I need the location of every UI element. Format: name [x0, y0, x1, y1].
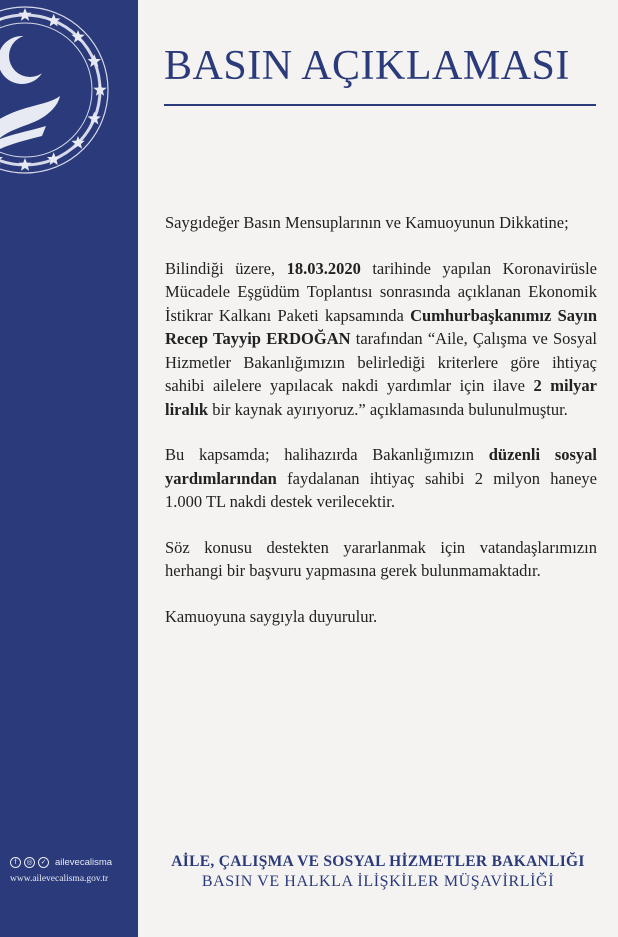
social-row — [10, 857, 112, 868]
department-name: BASIN VE HALKLA İLİŞKİLER MÜŞAVİRLİĞİ — [201, 873, 555, 890]
text-run: Bilindiği üzere, — [165, 258, 287, 278]
bold-text: 2 milyar liralık — [165, 376, 597, 419]
bold-text: Cumhurbaşkanımız Sayın Recep Tayyip ERDOĞAN — [165, 305, 598, 348]
bold-text: 18.03.2020 — [286, 258, 361, 278]
instagram-icon[interactable]: ◎ — [24, 857, 35, 868]
text-run: Bu kapsamda; halihazırda Bakanlığımızın — [165, 445, 489, 464]
footer — [138, 853, 618, 891]
text-run: bir kaynak ayırıyoruz.” açıklamasında bulunulmuştur. — [208, 399, 568, 419]
document-body — [165, 211, 597, 650]
title-underline — [164, 104, 596, 106]
text-run: Kamuoyuna saygıyla duyurulur. — [165, 606, 378, 626]
star-icon — [18, 8, 31, 21]
paragraph — [165, 605, 597, 629]
paragraph — [165, 257, 597, 422]
document-page — [138, 0, 618, 937]
text-run: tarafından “Aile, Çalışma ve Sosyal Hizmetler Bakanlığımızın belirlediği kriterlere göre ihtiyaç sahibi ailelere yapılacak nakdi yardımlar için ilave — [165, 329, 598, 395]
star-icon — [47, 152, 60, 165]
bold-text: düzenli sosyal yardımlarından — [165, 445, 597, 488]
social-footer — [10, 857, 112, 884]
twitter-icon[interactable]: ✓ — [38, 857, 49, 868]
paragraph — [165, 211, 597, 235]
text-run: Söz konusu destekten yararlanmak için vatandaşlarımızın herhangi bir başvuru yapmasına gerek bulunmamaktadır. — [165, 537, 597, 580]
paragraph — [165, 536, 597, 583]
social-handle[interactable]: ailevecalisma — [55, 857, 113, 868]
star-icon — [18, 158, 31, 171]
facebook-icon[interactable]: f — [10, 857, 21, 868]
ministry-logo — [0, 0, 120, 220]
text-run: faydalanan ihtiyaç sahibi 2 milyon haneye 1.000 TL nakdi destek verilecektir. — [165, 468, 597, 511]
website-link[interactable]: www.ailevecalisma.gov.tr — [10, 874, 109, 884]
ministry-name: AİLE, ÇALIŞMA VE SOSYAL HİZMETLER BAKANLIĞI — [171, 853, 585, 870]
page-title: BASIN AÇIKLAMASI — [164, 43, 570, 89]
text-run: Saygıdeğer Basın Mensuplarının ve Kamuoyunun Dikkatine; — [165, 213, 569, 232]
sidebar — [0, 0, 138, 937]
paragraph — [165, 443, 597, 514]
text-run: tarihinde yapılan Koronavirüsle Mücadele Eşgüdüm Toplantısı sonrasında açıklanan Ekonomik İstikrar Kalkanı Paketi kapsamında — [165, 258, 597, 325]
